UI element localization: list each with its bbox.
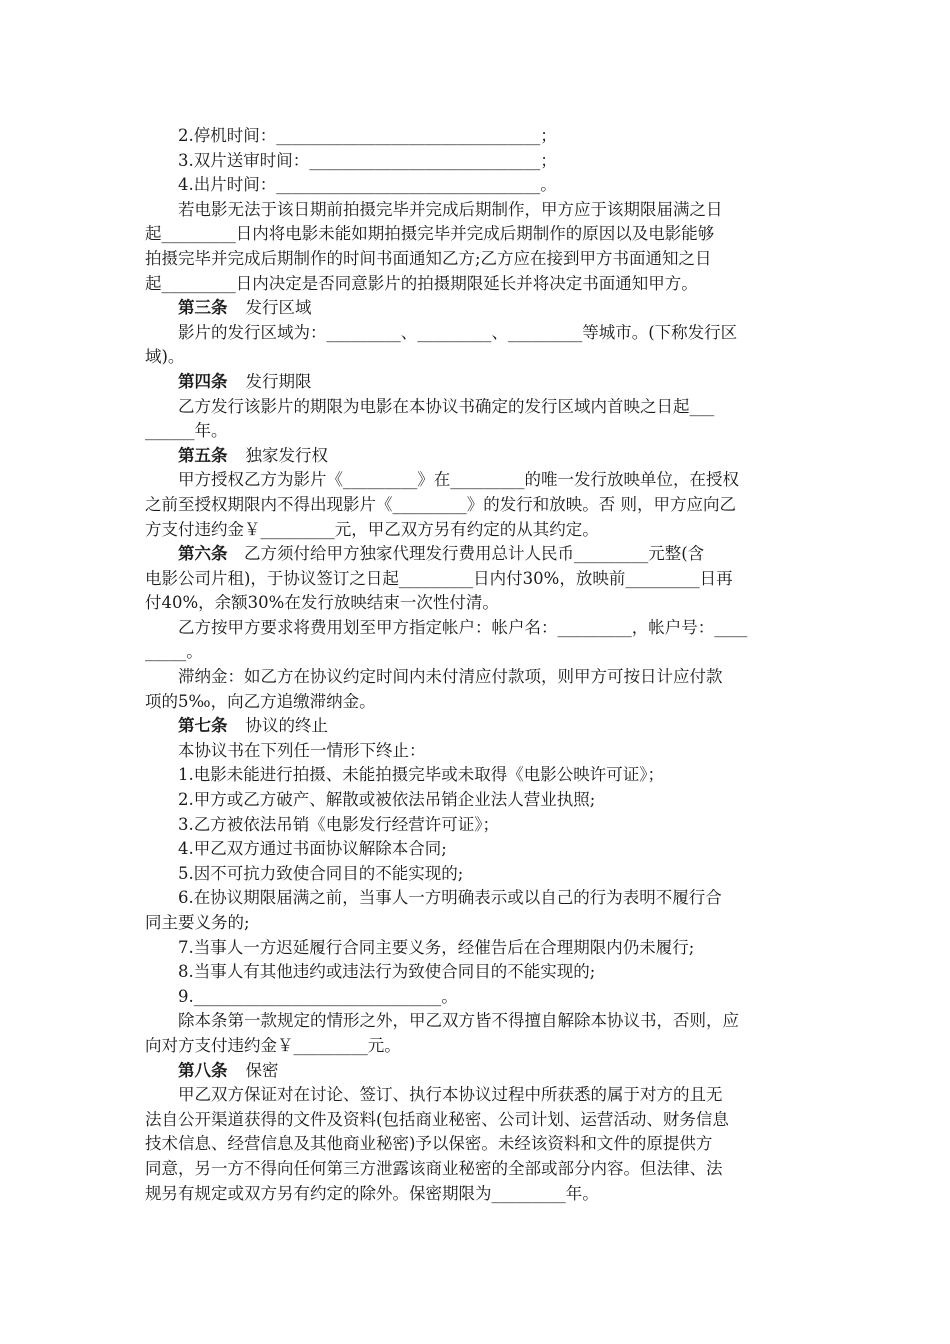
section-heading (145, 714, 807, 739)
paragraph-line: 乙方按甲方要求将费用划至甲方指定帐户：帐户名：_________，帐户号：____ (178, 617, 748, 637)
paragraph-line: 3.乙方被依法吊销《电影发行经营许可证》； (178, 814, 499, 834)
section-heading (145, 1059, 807, 1084)
paragraph-line: 甲乙双方保证对在讨论、签订、执行本协议过程中所获悉的属于对方的且无 (178, 1085, 723, 1105)
paragraph-line: 域)。 (145, 347, 185, 367)
paragraph-line: 5.因不可抗力致使合同目的不能实现的; (178, 863, 464, 883)
section-title: 独家发行权 (245, 445, 328, 465)
paragraph-line: 8.当事人有其他违约或违法行为致使合同目的不能实现的; (178, 962, 596, 982)
paragraph-line: 3.双片送审时间：____________________________； (178, 150, 557, 170)
paragraph-line: _____。 (145, 642, 203, 662)
paragraph-line: 4.甲乙双方通过书面协议解除本合同; (178, 839, 447, 859)
paragraph-line: 同主要义务的; (145, 913, 250, 932)
paragraph-line: 付40%，余额30%在发行放映结束一次性付清。 (145, 593, 499, 613)
paragraph-line: 1.电影未能进行拍摄、未能拍摄完毕或未取得《电影公映许可证》； (178, 765, 664, 785)
paragraph-line: 2.甲方或乙方破产、解散或被依法吊销企业法人营业执照; (178, 790, 596, 810)
paragraph-line: 起_________日内决定是否同意影片的拍摄期限延长并将决定书面通知甲方。 (145, 273, 698, 293)
section-heading (145, 296, 807, 321)
paragraph-line: ______年。 (145, 421, 228, 441)
document-body (145, 124, 807, 1206)
paragraph-line: 2.停机时间：________________________________； (178, 126, 557, 145)
paragraph-line: 6.在协议期限届满之前，当事人一方明确表示或以自己的行为表明不履行合 (178, 888, 722, 908)
section-title: 发行期限 (245, 371, 312, 391)
section-number: 第四条 (178, 371, 228, 391)
paragraph-line: 之前至授权期限内不得出现影片《_________》的发行和放映。否 则，甲方应向乙 (145, 494, 736, 514)
paragraph-line: 同意，另一方不得向任何第三方泄露该商业秘密的全部或部分内容。但法律、法 (145, 1158, 723, 1178)
section-number: 第七条 (178, 716, 228, 736)
paragraph-line: 9.______________________________。 (178, 986, 458, 1006)
paragraph-line: 滞纳金：如乙方在协议约定时间内未付清应付款项，则甲方可按日计应付款 (178, 667, 723, 687)
paragraph-line: 向对方支付违约金￥_________元。 (145, 1035, 401, 1055)
paragraph-line: 法自公开渠道获得的文件及资料(包括商业秘密、公司计划、运营活动、财务信息 (145, 1109, 729, 1129)
paragraph-line: 影片的发行区域为：_________、_________、_________等城市。(下称发行区 (178, 322, 738, 342)
section-title: 协议的终止 (245, 716, 328, 736)
paragraph-line: 7.当事人一方迟延履行合同主要义务，经催告后在合理期限内仍未履行; (178, 937, 695, 957)
section-number: 第八条 (178, 1060, 228, 1080)
section-title: 发行区域 (245, 298, 312, 318)
section-number: 第六条 (178, 544, 228, 564)
paragraph-line: 第六条 乙方须付给甲方独家代理发行费用总计人民币_________元整(含 (178, 544, 705, 564)
section-title: 保密 (245, 1060, 279, 1080)
paragraph-line: 若电影无法于该日期前拍摄完毕并完成后期制作，甲方应于该期限届满之日 (178, 199, 723, 219)
paragraph-line: 起_________日内将电影未能如期拍摄完毕并完成后期制作的原因以及电影能够 (145, 224, 715, 244)
paragraph-line: 乙方发行该影片的期限为电影在本协议书确定的发行区域内首映之日起___ (178, 396, 715, 416)
paragraph-line: 规另有规定或双方另有约定的除外。保密期限为_________年。 (145, 1183, 599, 1203)
paragraph-line: 拍摄完毕并完成后期制作的时间书面通知乙方;乙方应在接到甲方书面通知之日 (145, 248, 712, 268)
paragraph-line: 4.出片时间：________________________________。 (178, 175, 557, 195)
section-number: 第三条 (178, 298, 228, 318)
paragraph-line: 方支付违约金￥_________元，甲乙双方另有约定的从其约定。 (145, 519, 599, 539)
paragraph-line: 电影公司片租)，于协议签订之日起_________日内付30%，放映前_________日再 (145, 568, 733, 588)
section-heading (145, 370, 807, 395)
paragraph-line: 项的5‰，向乙方追缴滞纳金。 (145, 691, 376, 711)
paragraph-line: 除本条第一款规定的情形之外，甲乙双方皆不得擅自解除本协议书，否则，应 (178, 1011, 739, 1031)
section-number: 第五条 (178, 445, 228, 465)
paragraph-line: 甲方授权乙方为影片《_________》在_________的唯一发行放映单位，在授权 (178, 470, 739, 490)
paragraph-line: 本协议书在下列任一情形下终止： (178, 740, 426, 760)
section-heading (145, 444, 807, 469)
paragraph-line: 技术信息、经营信息及其他商业秘密)予以保密。未经该资料和文件的原提供方 (145, 1134, 713, 1154)
